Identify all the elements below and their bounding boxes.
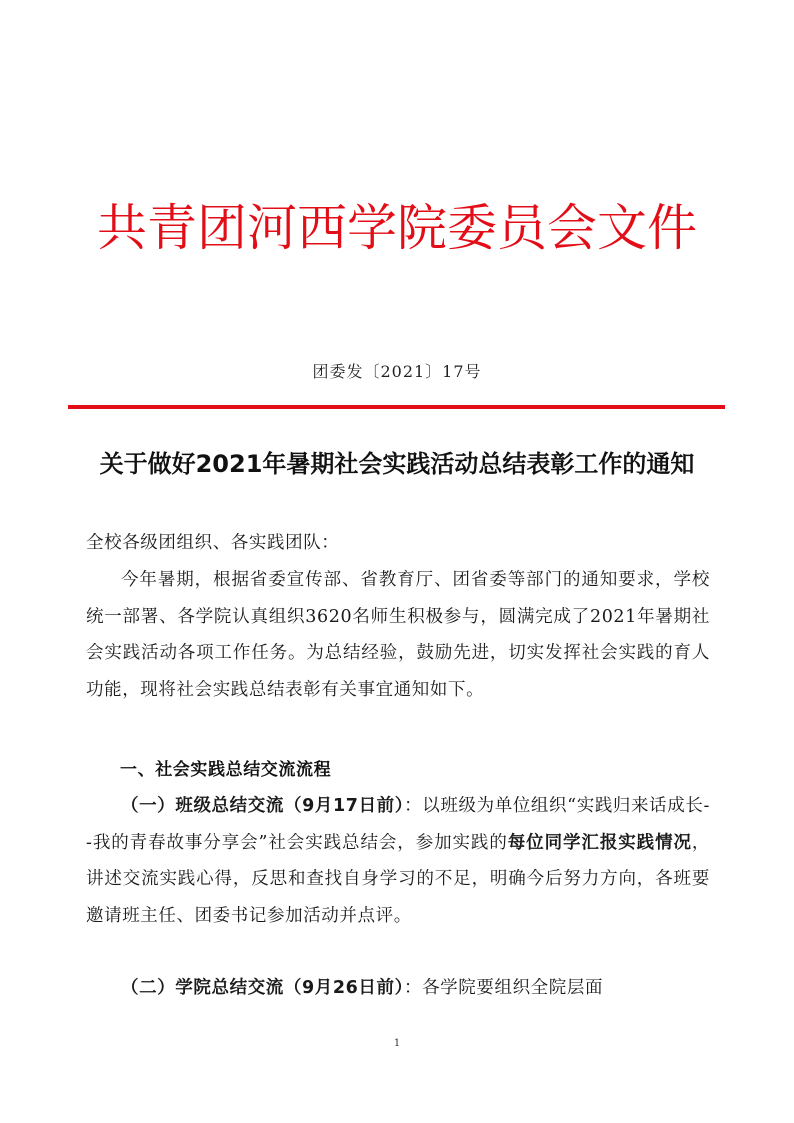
item-1-text-a: ：以班级为单位组织“实践归来话成长--我的青春故事分享会”社会实践总结会，参加实践的 — [86, 796, 710, 853]
item-1-text-b: ，讲述交流实践心得，反思和查找自身学习的不足，明确今后努力方向，各班要邀请班主任、团委书记参加活动并点评。 — [86, 832, 710, 926]
red-divider-rule — [68, 405, 725, 409]
paragraph-item-1 — [86, 788, 710, 934]
salutation: 全校各级团组织、各实践团队： — [86, 533, 340, 553]
item-2-label: （二）学院总结交流（9月26日前） — [121, 978, 404, 998]
paragraph-intro: 今年暑期，根据省委宣传部、省教育厅、团省委等部门的通知要求，学校统一部署、各学院认真组织3620名师生积极参与，圆满完成了2021年暑期社会实践活动各项工作任务。为总结经验，鼓励先进，切实发挥社会实践的育人功能，现将社会实践总结表彰有关事宜通知如下。 — [86, 570, 710, 700]
paragraph-item-2 — [86, 970, 710, 1007]
item-1-emphasis: 每位同学汇报实践情况 — [507, 832, 692, 853]
item-1-label: （一）班级总结交流（9月17日前） — [121, 796, 405, 816]
document-header-title: 共青团河西学院委员会文件 — [97, 199, 697, 257]
notice-title: 关于做好2021年暑期社会实践活动总结表彰工作的通知 — [99, 450, 695, 478]
item-2-text: ：各学院要组织全院层面 — [403, 978, 604, 998]
section-heading-1: 一、社会实践总结交流流程 — [120, 760, 332, 780]
page-number: 1 — [393, 1038, 401, 1049]
document-number: 团委发〔2021〕17号 — [312, 362, 482, 381]
